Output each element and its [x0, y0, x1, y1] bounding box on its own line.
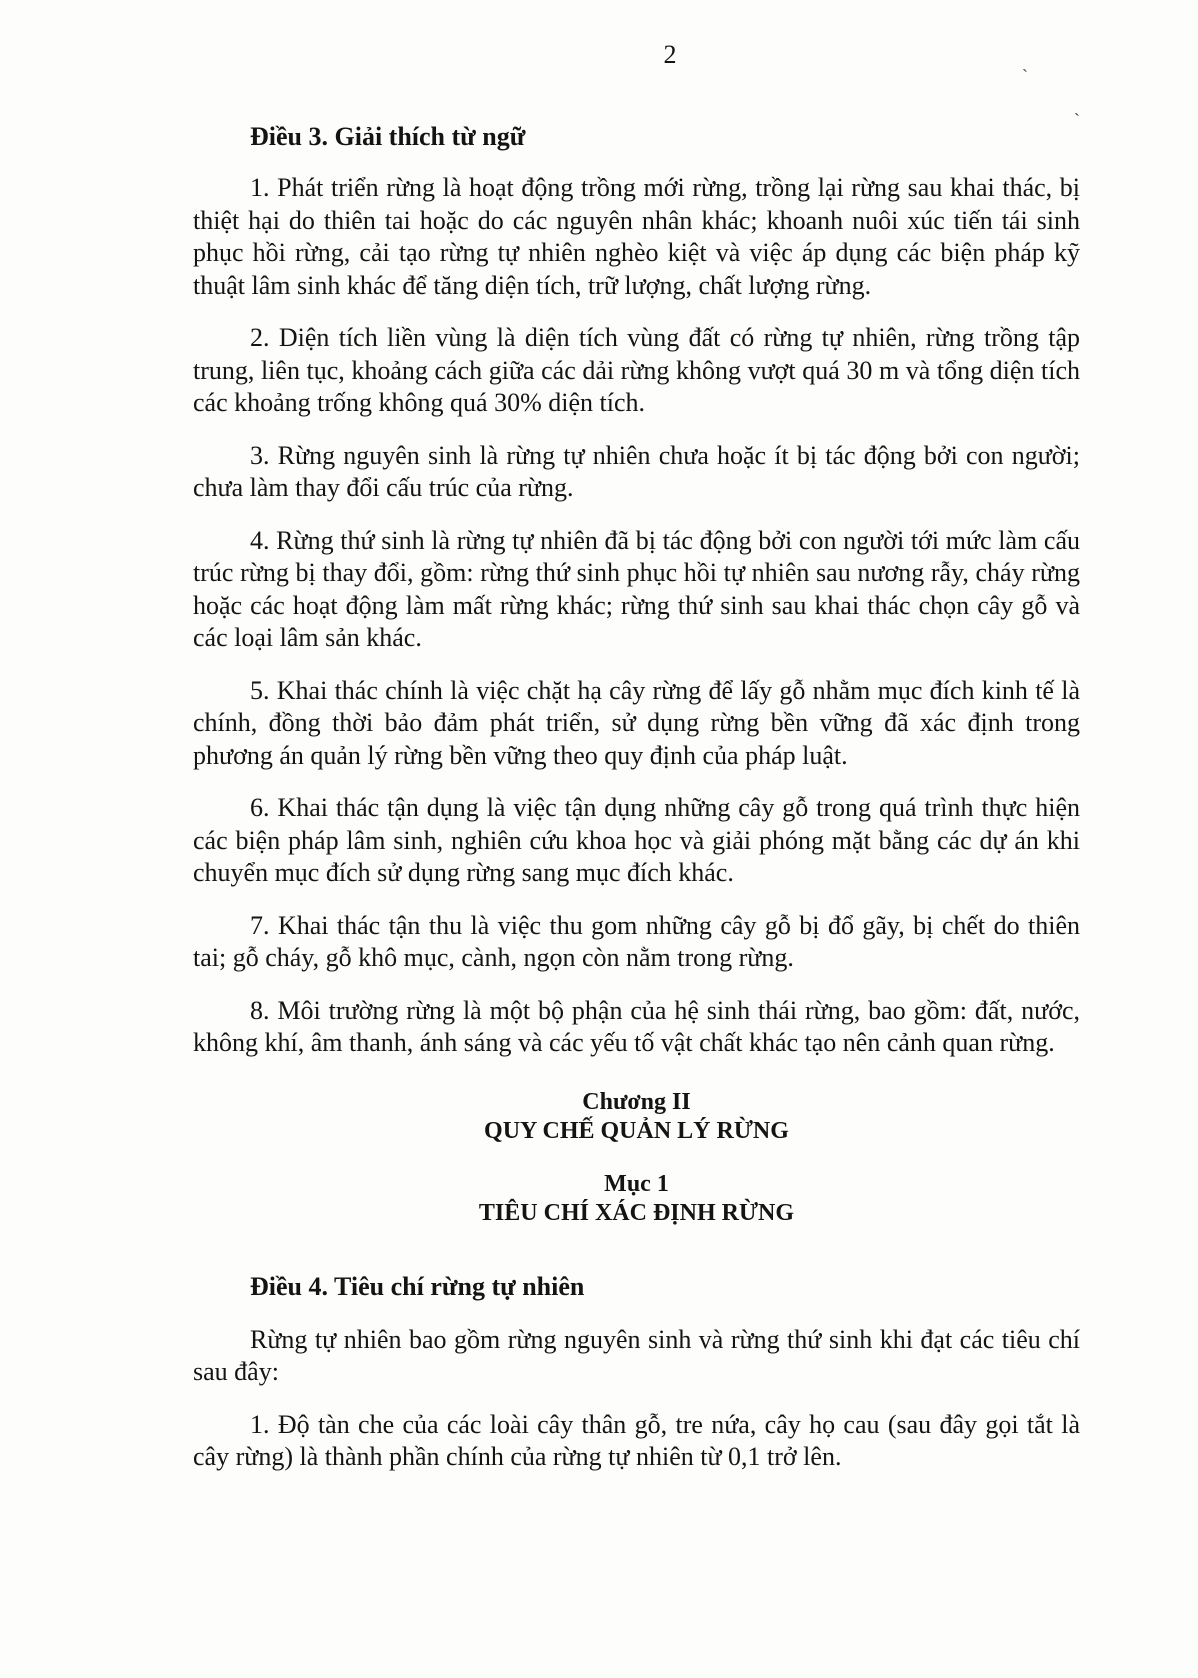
article-3-paragraph-4: 4. Rừng thứ sinh là rừng tự nhiên đã bị tác động bởi con người tới mức làm cấu trúc rừng bị thay đổi, gồm: rừng thứ sinh phục hồi tự nhiên sau nương rẫy, cháy rừng hoặc các hoạt động làm mất rừng khác; rừng thứ sinh sau khai thác chọn cây gỗ và các loại lâm sản khác.: [193, 525, 1080, 652]
scan-mark: ˎ: [1022, 52, 1028, 72]
article-4-intro: Rừng tự nhiên bao gồm rừng nguyên sinh và rừng thứ sinh khi đạt các tiêu chí sau đây:: [193, 1324, 1080, 1386]
article-4-title: Điều 4. Tiêu chí rừng tự nhiên: [250, 1271, 585, 1301]
section-label: Mục 1: [604, 1170, 669, 1197]
article-3-paragraph-1: 1. Phát triển rừng là hoạt động trồng mới rừng, trồng lại rừng sau khai thác, bị thiệt hại do thiên tai hoặc do các nguyên nhân khác; khoanh nuôi xúc tiến tái sinh phục hồi rừng, cải tạo rừng tự nhiên nghèo kiệt và việc áp dụng các biện pháp kỹ thuật lâm sinh khác để tăng diện tích, trữ lượng, chất lượng rừng.: [193, 173, 1080, 300]
article-3-paragraph-7: 7. Khai thác tận thu là việc thu gom những cây gỗ bị đổ gãy, bị chết do thiên tai; gỗ cháy, gỗ khô mục, cành, ngọn còn nằm trong rừng.: [193, 910, 1080, 972]
article-3-paragraph-8: 8. Môi trường rừng là một bộ phận của hệ sinh thái rừng, bao gồm: đất, nước, không khí, âm thanh, ánh sáng và các yếu tố vật chất khác tạo nên cảnh quan rừng.: [193, 995, 1080, 1057]
page-number: 2: [663, 40, 677, 69]
article-3-paragraph-3: 3. Rừng nguyên sinh là rừng tự nhiên chưa hoặc ít bị tác động bởi con người; chưa làm thay đổi cấu trúc của rừng.: [193, 440, 1080, 502]
article-3-paragraph-2: 2. Diện tích liền vùng là diện tích vùng đất có rừng tự nhiên, rừng trồng tập trung, liên tục, khoảng cách giữa các dải rừng không vượt quá 30 m và tổng diện tích các khoảng trống không quá 30% diện tích.: [193, 323, 1080, 417]
section-title: TIÊU CHÍ XÁC ĐỊNH RỪNG: [478, 1199, 795, 1226]
document-body: [193, 120, 1080, 1494]
chapter-label: Chương II: [582, 1088, 691, 1115]
scan-mark: ˏ: [1074, 96, 1080, 116]
article-3-paragraph-5: 5. Khai thác chính là việc chặt hạ cây rừng để lấy gỗ nhằm mục đích kinh tế là chính, đồng thời bảo đảm phát triển, sử dụng rừng bền vững đã xác định trong phương án quản lý rừng bền vững theo quy định của pháp luật.: [193, 675, 1080, 770]
article-4-paragraph-1: 1. Độ tàn che của các loài cây thân gỗ, tre nứa, cây họ cau (sau đây gọi tắt là cây rừng) là thành phần chính của rừng tự nhiên từ 0,1 trở lên.: [193, 1409, 1080, 1471]
chapter-title: QUY CHẾ QUẢN LÝ RỪNG: [484, 1117, 789, 1144]
article-3-title: Điều 3. Giải thích từ ngữ: [250, 122, 526, 151]
chapter-heading: [193, 1088, 1080, 1146]
article-3-paragraph-6: 6. Khai thác tận dụng là việc tận dụng những cây gỗ trong quá trình thực hiện các biện pháp lâm sinh, nghiên cứu khoa học và giải phóng mặt bằng các dự án khi chuyển mục đích sử dụng rừng sang mục đích khác.: [193, 793, 1080, 887]
section-heading: [193, 1170, 1080, 1228]
